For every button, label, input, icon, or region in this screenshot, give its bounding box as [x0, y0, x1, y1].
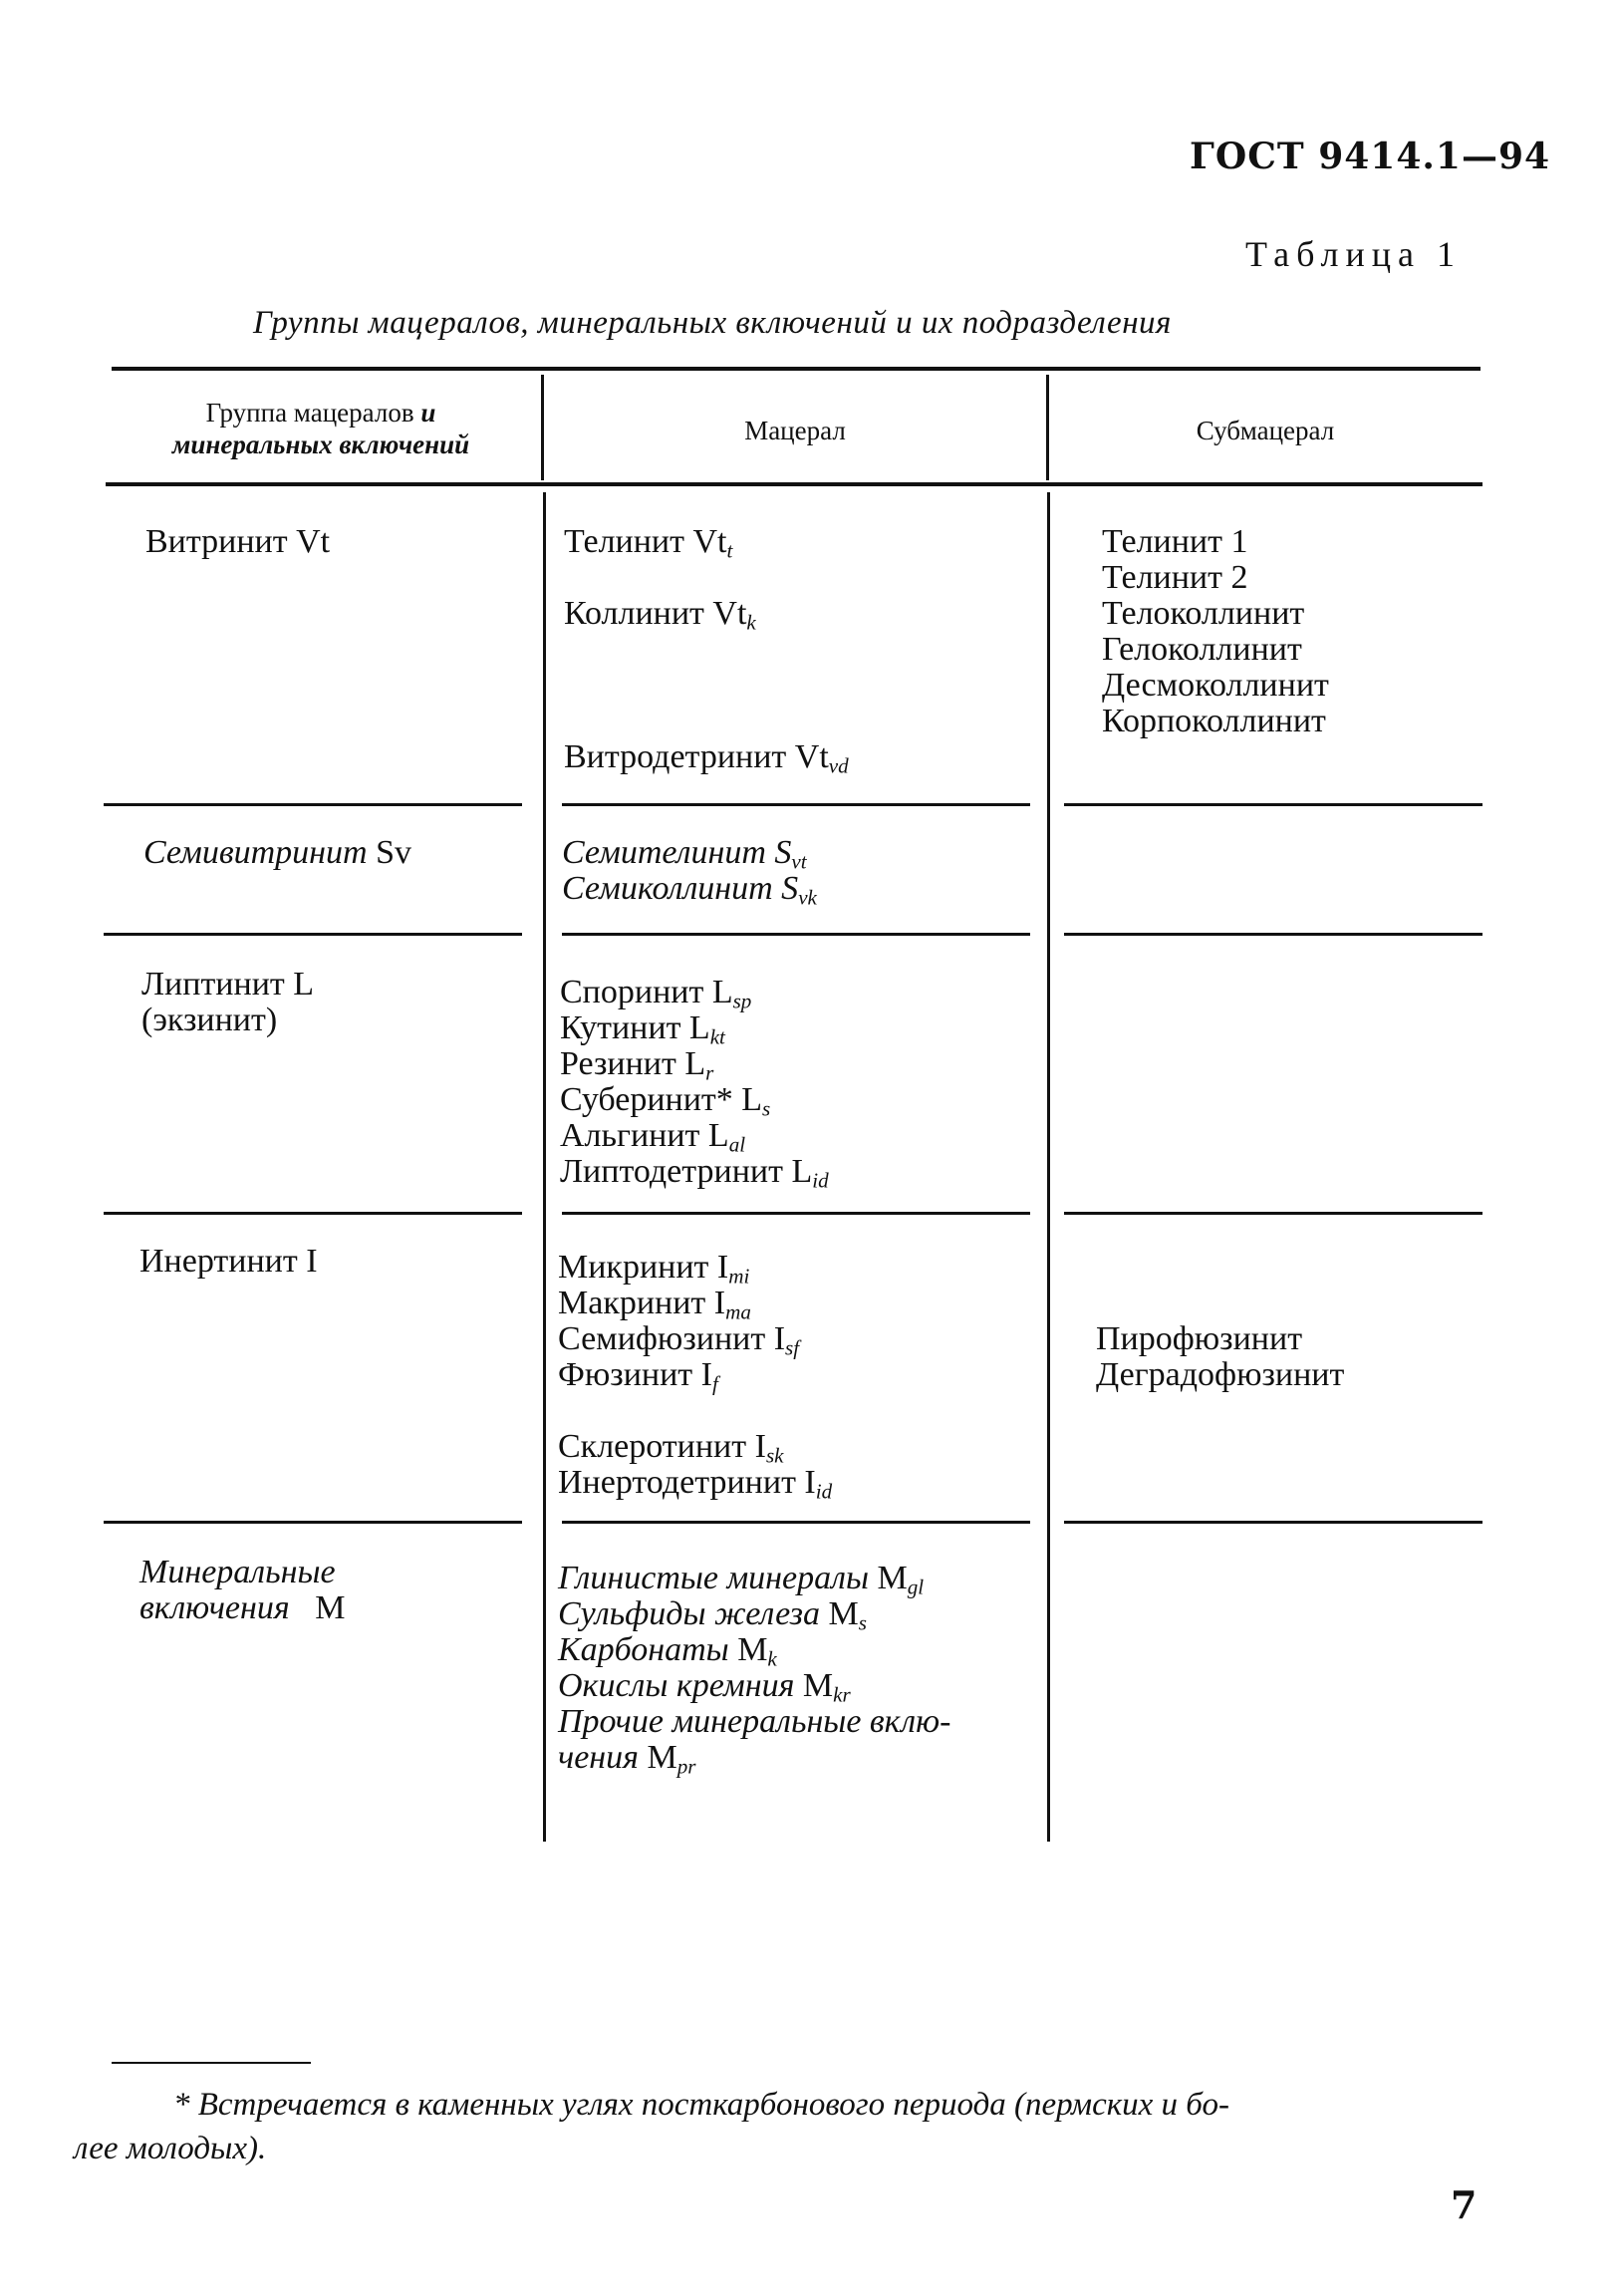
- maceral-item: Резинит $L_r$: [560, 1045, 714, 1085]
- maceral-item: Сульфиды железа $M_s$: [558, 1595, 867, 1635]
- column-header-group-line2-text: минеральных включений: [171, 430, 470, 459]
- row-rule-g2: [104, 933, 522, 936]
- submaceral-item: Пирофюзинит: [1096, 1320, 1303, 1357]
- submaceral-item: Гелоколлинит: [1102, 631, 1302, 668]
- header-divider-2: [1046, 375, 1049, 480]
- row-rule-g4: [104, 1521, 522, 1524]
- row-rule-s1: [1064, 803, 1482, 806]
- column-header-group-line1-connector: и: [420, 398, 436, 428]
- row-rule-m2: [562, 933, 1030, 936]
- column-header-submaceral: Субмацерал: [1196, 416, 1335, 445]
- footnote-rule: [112, 2062, 311, 2064]
- maceral-list: [560, 974, 829, 1193]
- maceral-item: Прочие минеральные вклю-: [558, 1703, 951, 1740]
- maceral-list: [562, 834, 817, 910]
- maceral-item: Фюзинит $I_f$: [558, 1356, 718, 1396]
- maceral-list: [558, 1560, 951, 1779]
- submaceral-item: Телинит 1: [1102, 523, 1248, 560]
- standard-number: ГОСТ 9414.1—94: [1190, 136, 1551, 177]
- submaceral-item: Корпоколлинит: [1102, 703, 1326, 739]
- maceral-item: Окислы кремния $M_{kr}$: [558, 1667, 851, 1707]
- row-rule-m1: [562, 803, 1030, 806]
- group-vitrinite: Витринит Vt: [145, 523, 331, 560]
- maceral-item: Инертодетринит $I_{id}$: [558, 1464, 833, 1504]
- maceral-item: Споринит $L_{sp}$: [560, 974, 752, 1013]
- maceral-list: [558, 1249, 800, 1396]
- row-rule-m4: [562, 1521, 1030, 1524]
- row-rule-s2: [1064, 933, 1482, 936]
- row-rule-g3: [104, 1212, 522, 1215]
- submaceral-item: Десмоколлинит: [1102, 667, 1329, 704]
- table-top-rule: [112, 367, 1481, 371]
- group-semivitrinite: Семивитринит Sv: [143, 834, 412, 871]
- group-mineral-inclusions: Минеральные включения M: [139, 1554, 346, 1626]
- group-liptinite: Липтинит L (экзинит): [141, 966, 315, 1038]
- table-caption: Группы мацералов, минеральных включений и их подразделения: [253, 305, 1172, 341]
- row-rule-g1: [104, 803, 522, 806]
- maceral-item: Липтодетринит $L_{id}$: [560, 1153, 829, 1193]
- column-header-maceral: Мацерал: [744, 416, 846, 445]
- maceral-item: Семиколлинит $S_{vk}$: [562, 870, 817, 910]
- header-divider-1: [541, 375, 544, 480]
- maceral-item: Телинит $Vt_t$: [564, 523, 733, 563]
- footnote-line2: лее молодых).: [74, 2131, 267, 2166]
- maceral-item: Кутинит $L_{kt}$: [560, 1009, 725, 1049]
- column-divider-2: [1047, 492, 1050, 1842]
- column-divider-1: [543, 492, 546, 1842]
- maceral-list: [558, 1428, 833, 1504]
- column-header-group: [112, 397, 530, 460]
- maceral-item: Микринит $I_{mi}$: [558, 1249, 750, 1289]
- submaceral-list: [1102, 524, 1329, 739]
- footnote-line1: * Встречается в каменных углях посткарбонового периода (пермских и бо-: [173, 2087, 1229, 2123]
- maceral-item: Макринит $I_{ma}$: [558, 1285, 751, 1324]
- row-rule-s3: [1064, 1212, 1482, 1215]
- maceral-item: Суберинит* $L_s$: [560, 1081, 771, 1121]
- column-header-group-line1: Группа мацералов и: [205, 398, 436, 428]
- maceral-item: чения $M_{pr}$: [558, 1739, 696, 1779]
- submaceral-item: Деградофюзинит: [1096, 1356, 1345, 1393]
- maceral-item: Альгинит $L_{al}$: [560, 1117, 746, 1157]
- maceral-item: Глинистые минералы $M_{gl}$: [558, 1560, 925, 1599]
- page-number: 7: [1451, 2182, 1478, 2227]
- maceral-item: Витродетринит $Vt_{vd}$: [564, 738, 849, 778]
- maceral-item: Семителинит $S_{vt}$: [562, 834, 807, 874]
- footnote: [74, 2083, 1488, 2170]
- maceral-item: Карбонаты $M_k$: [558, 1631, 777, 1671]
- submaceral-item: Телоколлинит: [1102, 595, 1305, 632]
- group-inertinite: Инертинит I: [139, 1243, 318, 1280]
- header-bottom-rule: [106, 482, 1482, 486]
- table-label: Таблица 1: [1245, 234, 1462, 274]
- maceral-item: Склеротинит $I_{sk}$: [558, 1428, 784, 1468]
- maceral-item: Семифюзинит $I_{sf}$: [558, 1320, 800, 1360]
- maceral-item: Коллинит $Vt_k$: [564, 595, 756, 635]
- row-rule-m3: [562, 1212, 1030, 1215]
- submaceral-item: Телинит 2: [1102, 559, 1248, 596]
- submaceral-list: [1096, 1321, 1344, 1393]
- row-rule-s4: [1064, 1521, 1482, 1524]
- column-header-group-line2: [112, 429, 530, 460]
